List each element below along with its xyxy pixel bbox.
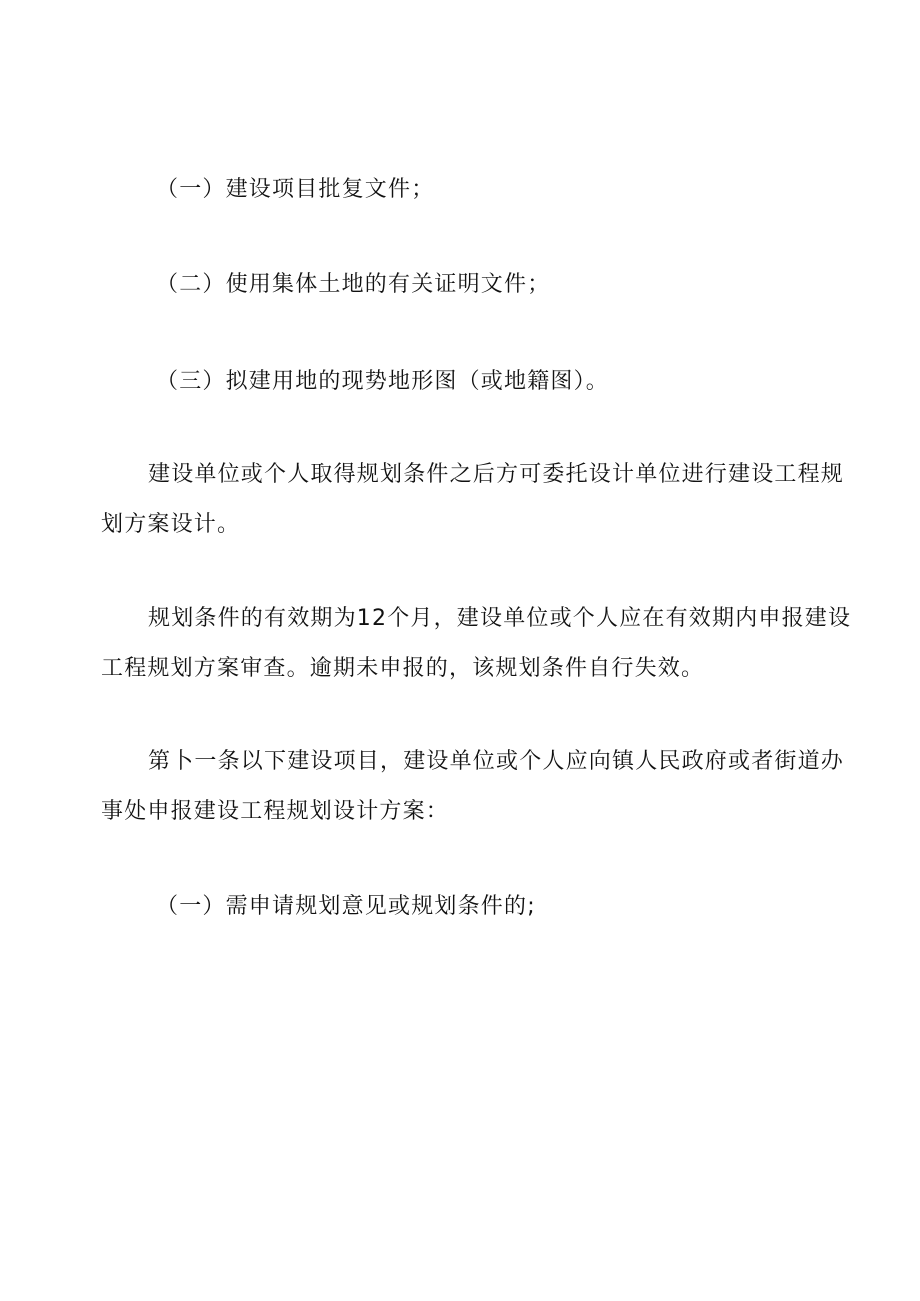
list-item: （一）建设项目批复文件； [156,177,435,202]
paragraph-line: 工程规划方案审查。逾期未申报的，该规划条件自行失效。 [101,656,705,681]
list-item: （一）需申请规划意见或规划条件的; [156,894,536,919]
list-item: （三）拟建用地的现势地形图（或地籍图）。 [156,369,610,394]
paragraph-line: 规划条件的有效期为12个月，建设单位或个人应在有效期内申报建设 [148,606,852,631]
list-item: （二）使用集体土地的有关证明文件； [156,272,551,297]
paragraph-line: 划方案设计。 [101,512,241,537]
paragraph-line: 第卜一条以下建设项目，建设单位或个人应向镇人民政府或者街道办 [148,749,845,774]
paragraph-line: 事处申报建设工程规划设计方案： [101,799,450,824]
paragraph-line: 建设单位或个人取得规划条件之后方可委托设计单位进行建设工程规 [148,462,845,487]
